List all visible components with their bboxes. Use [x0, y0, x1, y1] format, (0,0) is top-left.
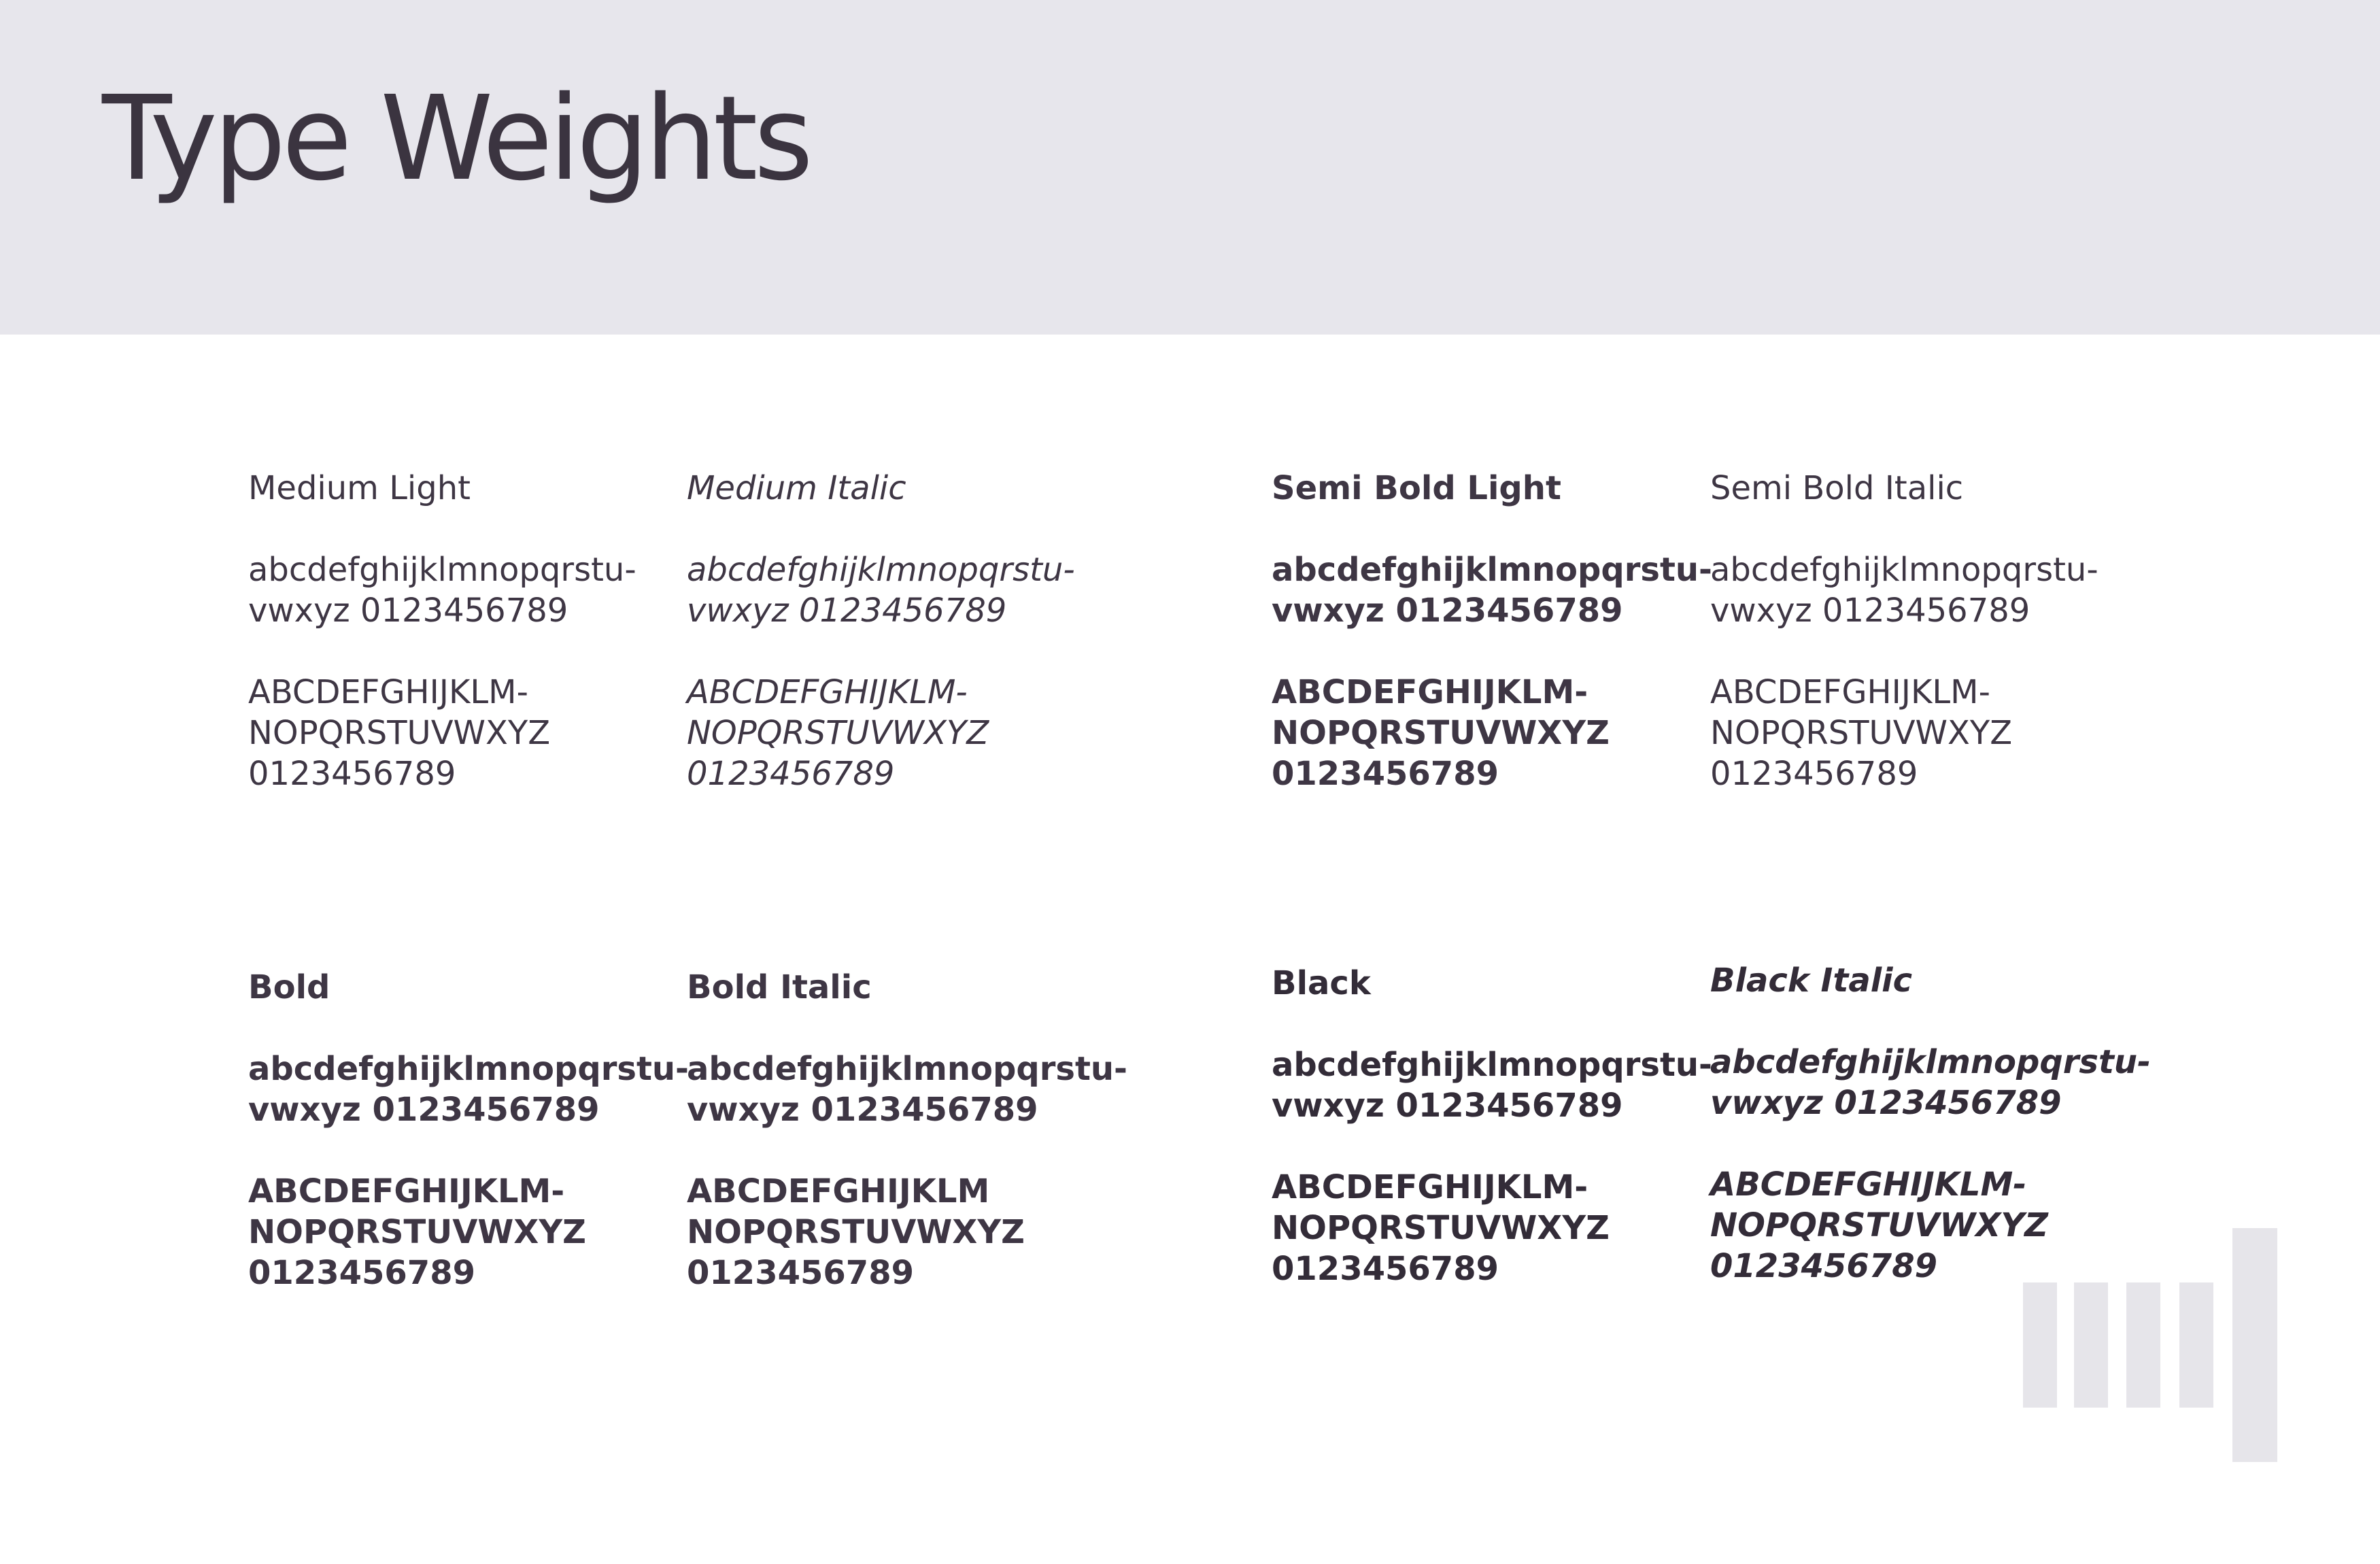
specimen-black — [1272, 963, 1712, 1289]
specimen-lowercase — [1710, 549, 2132, 631]
specimen-line: NOPQRSTUVWXYZ — [687, 1213, 1025, 1251]
specimen-line: abcdefghijklmnopqrstu- — [248, 551, 636, 589]
specimen-uppercase — [1272, 672, 1693, 794]
specimen-line: vwxyz 0123456789 — [687, 1091, 1038, 1129]
specimen-line: ABCDEFGHIJKLM- — [1710, 673, 1990, 711]
specimen-line: vwxyz 0123456789 — [248, 592, 568, 630]
logo-bar — [2126, 1282, 2160, 1408]
specimen-lowercase — [687, 1049, 1127, 1130]
specimen-line: NOPQRSTUVWXYZ — [248, 714, 551, 752]
specimen-line: vwxyz 0123456789 — [1272, 592, 1623, 630]
logo-bar — [2074, 1282, 2108, 1408]
specimen-line: NOPQRSTUVWXYZ — [1710, 1206, 2048, 1244]
specimen-line: ABCDEFGHIJKLM- — [1272, 1168, 1588, 1206]
specimen-medium-italic — [687, 468, 1108, 794]
specimen-line: vwxyz 0123456789 — [687, 592, 1007, 630]
specimen-line: abcdefghijklmnopqrstu- — [1272, 551, 1712, 589]
specimen-line: NOPQRSTUVWXYZ — [1272, 1209, 1610, 1247]
specimen-label: Black — [1272, 964, 1371, 1002]
specimen-lowercase — [1272, 549, 1712, 631]
specimen-line: ABCDEFGHIJKLM- — [248, 1172, 565, 1210]
specimen-label: Black Italic — [1710, 962, 1913, 1000]
page-title: Type Weights — [102, 70, 810, 207]
specimen-uppercase — [687, 1171, 1108, 1293]
specimen-line: vwxyz 0123456789 — [1272, 1087, 1623, 1125]
specimen-black-italic — [1710, 960, 2151, 1287]
specimen-line: NOPQRSTUVWXYZ — [1710, 714, 2013, 752]
specimen-label: Semi Bold Light — [1272, 469, 1561, 507]
specimen-line: 0123456789 — [1710, 1247, 1937, 1285]
specimen-uppercase — [248, 1171, 670, 1293]
specimen-line: NOPQRSTUVWXYZ — [248, 1213, 586, 1251]
specimen-semi-bold-light — [1272, 468, 1712, 794]
specimen-line: ABCDEFGHIJKLM- — [687, 673, 968, 711]
specimen-line: NOPQRSTUVWXYZ — [1272, 714, 1610, 752]
specimen-line: 0123456789 — [687, 1254, 914, 1292]
specimen-uppercase — [1272, 1167, 1693, 1289]
specimen-line: NOPQRSTUVWXYZ — [687, 714, 989, 752]
specimen-line: abcdefghijklmnopqrstu- — [1272, 1046, 1712, 1084]
specimen-line: abcdefghijklmnopqrstu- — [1710, 1043, 2151, 1081]
specimen-lowercase — [1710, 1042, 2151, 1123]
specimen-lowercase — [248, 1049, 689, 1130]
specimen-label: Medium Light — [248, 469, 471, 507]
specimen-line: abcdefghijklmnopqrstu- — [248, 1050, 689, 1088]
specimen-uppercase — [1710, 672, 2132, 794]
specimen-lowercase — [1272, 1044, 1712, 1126]
header-band — [0, 0, 2380, 335]
specimen-line: 0123456789 — [248, 1254, 475, 1292]
specimen-label: Bold Italic — [687, 968, 872, 1006]
specimen-label: Medium Italic — [687, 469, 906, 507]
specimen-semi-bold-italic — [1710, 468, 2132, 794]
specimen-line: vwxyz 0123456789 — [248, 1091, 600, 1129]
specimen-uppercase — [687, 672, 1108, 794]
specimen-line: 0123456789 — [687, 755, 895, 793]
specimen-line: 0123456789 — [1710, 755, 1918, 793]
specimen-label: Bold — [248, 968, 330, 1006]
specimen-line: 0123456789 — [1272, 755, 1499, 793]
specimen-lowercase — [687, 549, 1108, 631]
specimen-bold — [248, 967, 689, 1293]
specimen-line: 0123456789 — [1272, 1250, 1499, 1288]
specimen-bold-italic — [687, 967, 1127, 1293]
specimen-line: ABCDEFGHIJKLM- — [1710, 1166, 2027, 1204]
logo-bar — [2023, 1282, 2057, 1408]
specimen-line: vwxyz 0123456789 — [1710, 592, 2030, 630]
specimen-label: Semi Bold Italic — [1710, 469, 1964, 507]
logo-bar — [2179, 1282, 2213, 1408]
specimen-line: abcdefghijklmnopqrstu- — [1710, 551, 2098, 589]
specimen-uppercase — [248, 672, 670, 794]
specimen-line: abcdefghijklmnopqrstu- — [687, 551, 1075, 589]
specimen-line: 0123456789 — [248, 755, 456, 793]
specimen-line: ABCDEFGHIJKLM- — [1272, 673, 1588, 711]
specimen-line: ABCDEFGHIJKLM- — [248, 673, 528, 711]
specimen-lowercase — [248, 549, 670, 631]
specimen-uppercase — [1710, 1164, 2132, 1287]
specimen-line: abcdefghijklmnopqrstu- — [687, 1050, 1127, 1088]
logo-bar — [2232, 1228, 2277, 1462]
specimen-line: ABCDEFGHIJKLM — [687, 1172, 990, 1210]
specimen-medium-light — [248, 468, 670, 794]
specimen-line: vwxyz 0123456789 — [1710, 1084, 2062, 1122]
